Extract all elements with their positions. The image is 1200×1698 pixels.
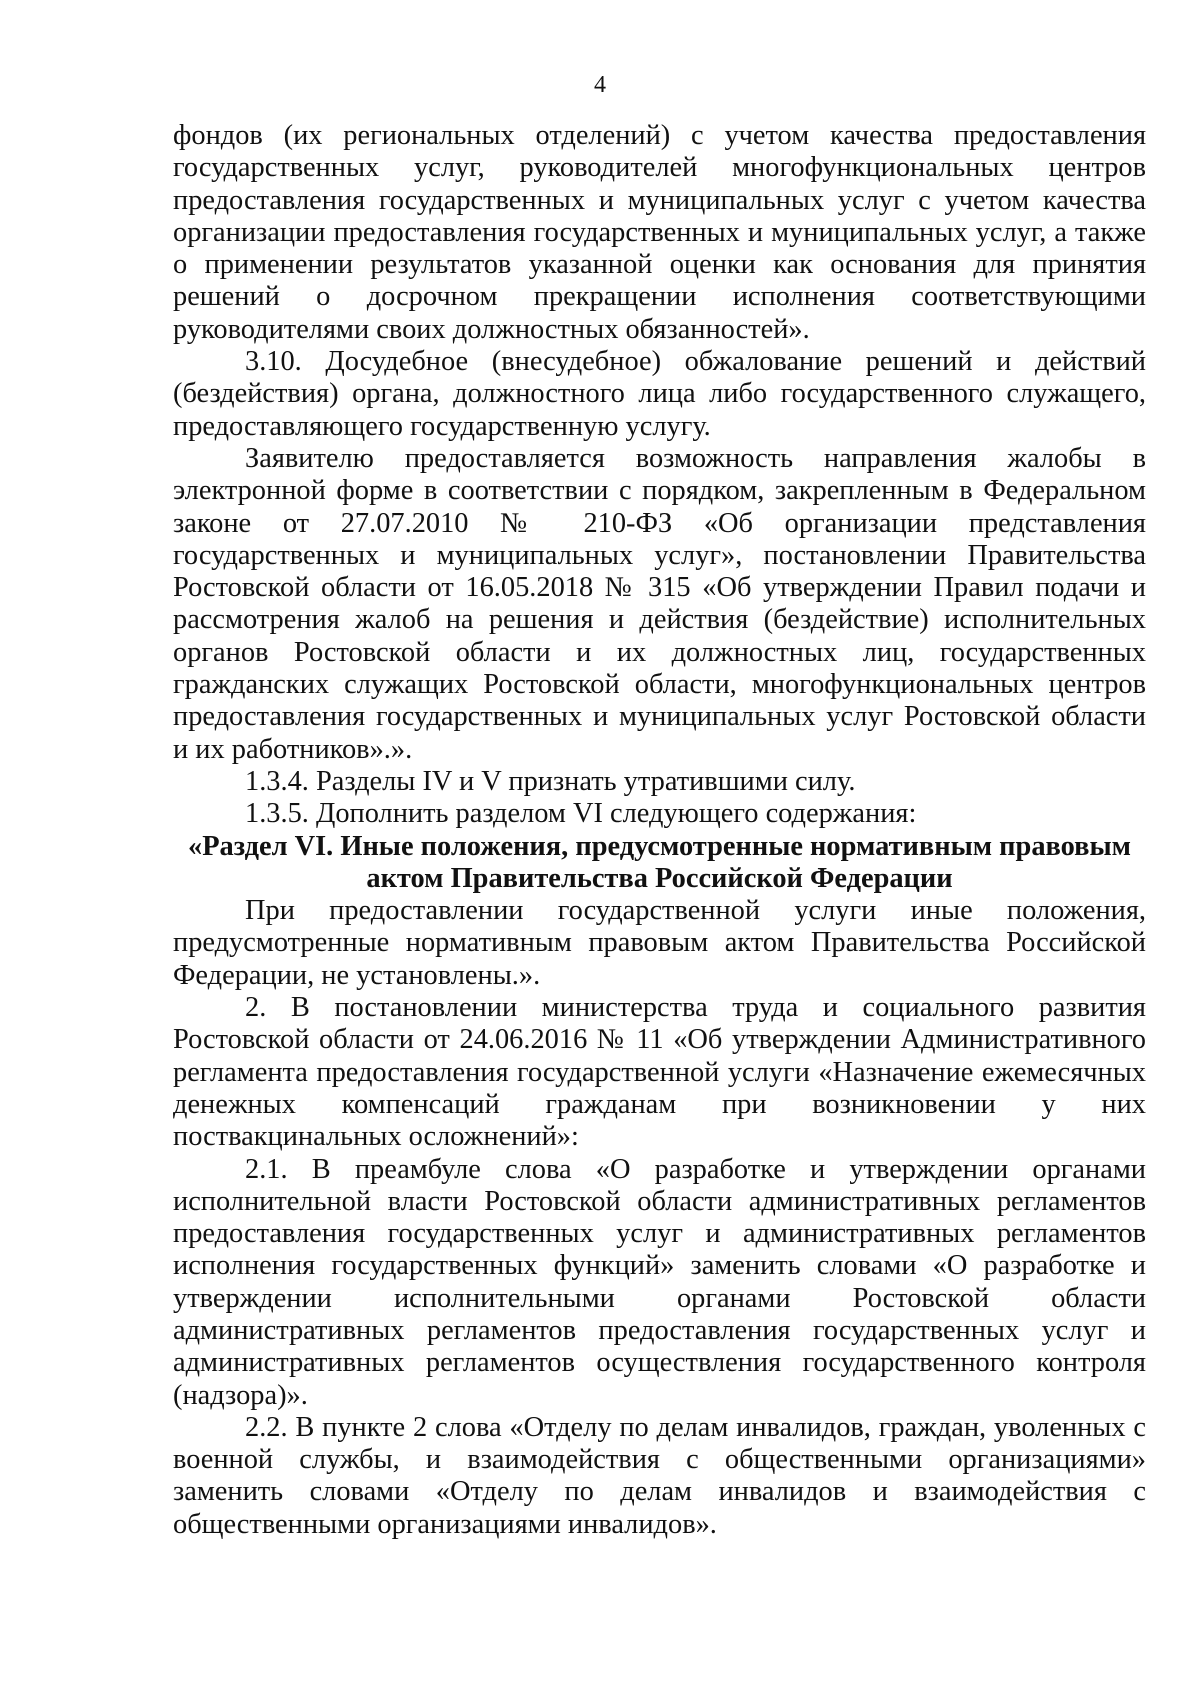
section-vi-heading: «Раздел VI. Иные положения, предусмотренные нормативным правовым актом Правительства Российской Федерации <box>188 830 1131 894</box>
paragraph-2-2: 2.2. В пункте 2 слова «Отделу по делам инвалидов, граждан, уволенных с военной службы, и взаимодействия с общественными организациями» заменить словами «Отделу по делам инвалидов и взаимодействия с общественными организациями инвалидов». <box>173 1411 1146 1540</box>
paragraph-2-1: 2.1. В преамбуле слова «О разработке и утверждении органами исполнительной власти Ростовской области административных регламентов предоставления государственных услуг и административных регламентов исполнения государственных функций» заменить словами «О разработке и утверждении исполнительными органами Ростовской области административных регламентов предоставления государственных услуг и административных регламентов осуществления государственного контроля (надзора)». <box>173 1153 1146 1411</box>
page-number: 4 <box>594 72 606 98</box>
document-body <box>173 120 1146 1541</box>
paragraph-3-10: 3.10. Досудебное (внесудебное) обжалование решений и действий (бездействия) органа, должностного лица либо государственного служащего, предоставляющего государственную услугу. <box>173 346 1146 442</box>
paragraph-section-vi-text: При предоставлении государственной услуги иные положения, предусмотренные нормативным правовым актом Правительства Российской Федерации, не установлены.». <box>173 895 1146 991</box>
paragraph-1-3-4: 1.3.4. Разделы IV и V признать утратившими силу. <box>245 765 856 797</box>
paragraph-2: 2. В постановлении министерства труда и социального развития Ростовской области от 24.06.2016 № 11 «Об утверждении Административного регламента предоставления государственной услуги «Назначение ежемесячных денежных компенсаций гражданам при возникновении у них поствакцинальных осложнений»: <box>173 992 1146 1153</box>
paragraph-continuation: фондов (их региональных отделений) с учетом качества предоставления государственных услуг, руководителей многофункциональных центров предоставления государственных и муниципальных услуг с учетом качества организации предоставления государственных и муниципальных услуг, а также о применении результатов указанной оценки как основания для принятия решений о досрочном прекращении исполнения соответствующими руководителями своих должностных обязанностей». <box>173 120 1146 345</box>
paragraph-applicant-complaint: Заявителю предоставляется возможность направления жалобы в электронной форме в соответствии с порядком, закрепленным в Федеральном законе от 27.07.2010 № 210-ФЗ «Об организации представления государственных и муниципальных услуг», постановлении Правительства Ростовской области от 16.05.2018 № 315 «Об утверждении Правил подачи и рассмотрения жалоб на решения и действия (бездействие) исполнительных органов Ростовской области и их должностных лиц, государственных гражданских служащих Ростовской области, многофункциональных центров предоставления государственных и муниципальных услуг Ростовской области и их работников».». <box>173 442 1146 765</box>
paragraph-1-3-5: 1.3.5. Дополнить разделом VI следующего содержания: <box>245 798 917 830</box>
